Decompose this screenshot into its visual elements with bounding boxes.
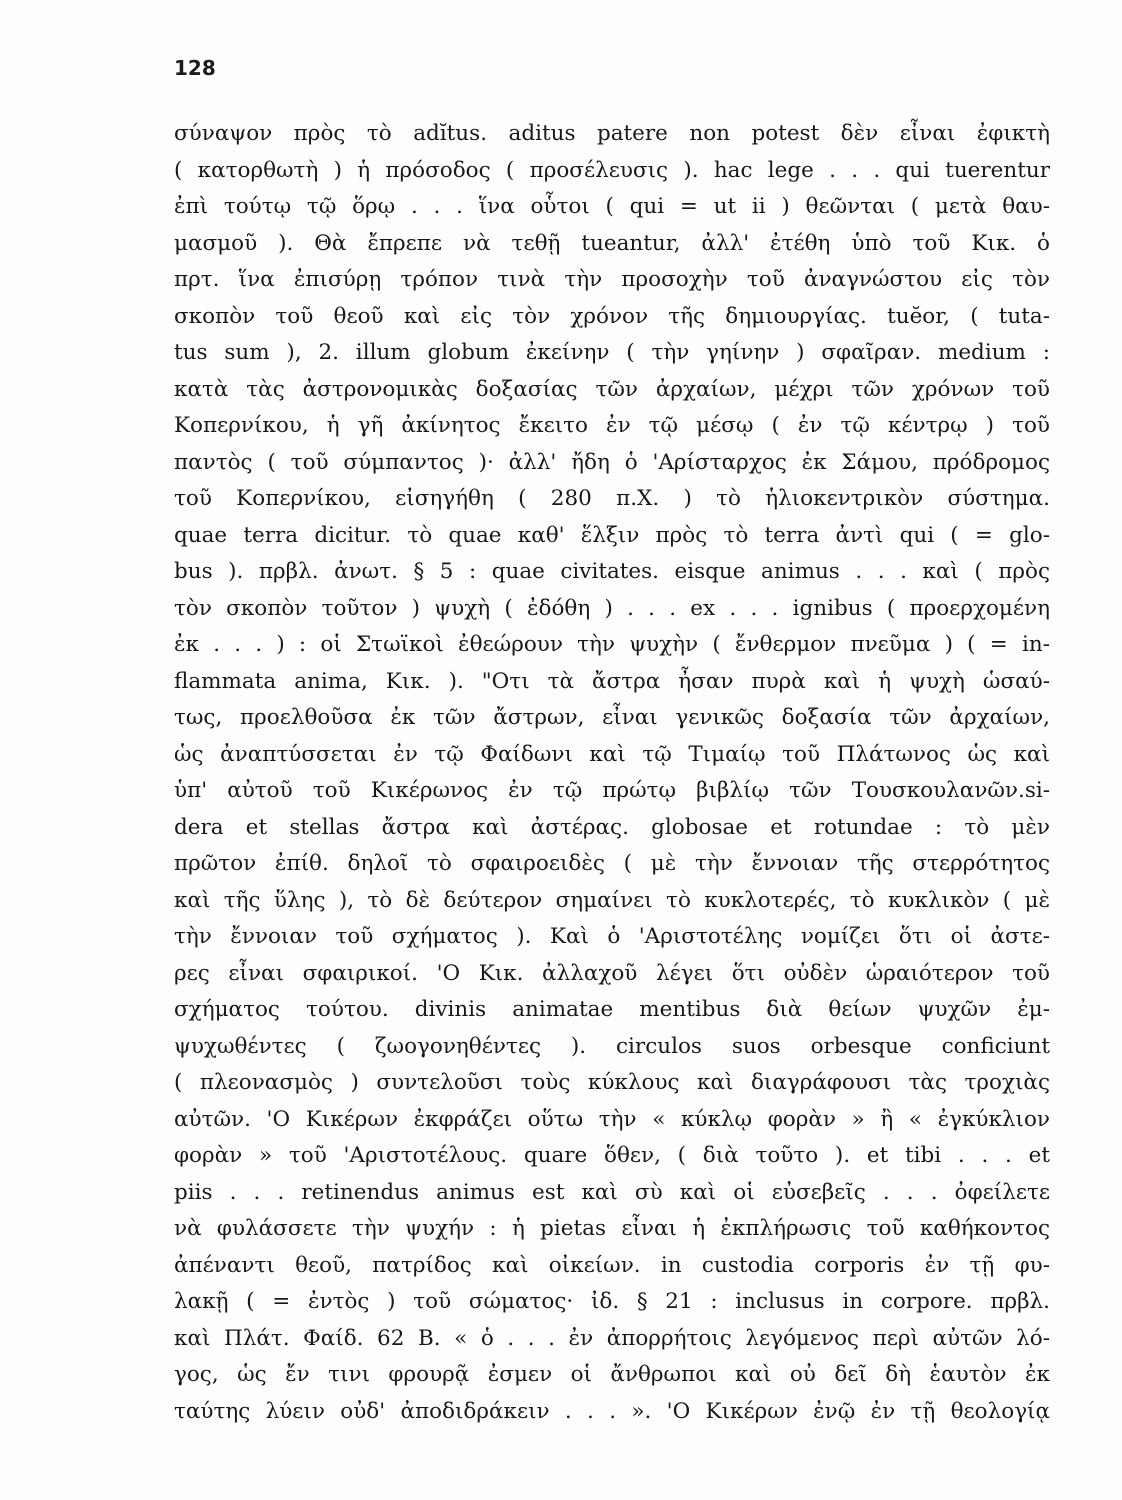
text-line: ψυχωθέντες ( ζωογονηθέντες ). circulos suos orbesque conficiunt	[174, 1033, 1050, 1059]
text-line: αὐτῶν. 'Ο Κικέρων ἐκφράζει οὕτω τὴν « κύκλῳ φορὰν » ἢ « ἐγκύκλιον	[174, 1106, 1050, 1132]
text-line: tus sum ), 2. illum globum ἐκείνην ( τὴν γηίνην ) σφαῖραν. medium :	[174, 340, 1050, 365]
text-line: ( πλεονασμὸς ) συντελοῦσι τοὺς κύκλους καὶ διαγράφουσι τὰς τροχιὰς	[174, 1070, 1050, 1095]
text-line: μασμοῦ ). Θὰ ἔπρεπε νὰ τεθῇ tueantur, ἀλλ' ἐτέθη ὑπὸ τοῦ Κικ. ὁ	[174, 230, 1050, 256]
text-line: flammata anima, Κικ. ). "Οτι τὰ ἄστρα ἦσαν πυρὰ καὶ ἡ ψυχὴ ὡσαύ-	[174, 668, 1050, 694]
text-line: piis . . . retinendus animus est καὶ σὺ καὶ οἱ εὐσεβεῖς . . . ὀφείλετε	[174, 1179, 1050, 1205]
text-line: ὑπ' αὐτοῦ τοῦ Κικέρωνος ἐν τῷ πρώτῳ βιβλίῳ τῶν Τουσκουλανῶν.si-	[174, 778, 1050, 803]
text-line: πρτ. ἵνα ἐπισύρῃ τρόπον τινὰ τὴν προσοχὴν τοῦ ἀναγνώστου εἰς τὸν	[174, 267, 1050, 292]
text-line: τὸν σκοπὸν τοῦτον ) ψυχὴ ( ἐδόθη ) . . . ex . . . ignibus ( προερχομένη	[174, 595, 1050, 621]
text-line: ταύτης λύειν οὐδ' ἀποδιδράκειν . . . ». 'Ο Κικέρων ἐνῷ ἐν τῇ θεολογίᾳ	[174, 1398, 1050, 1424]
commentary-text	[174, 116, 1050, 1430]
text-line: καὶ Πλάτ. Φαίδ. 62 Β. « ὁ . . . ἐν ἀπορρήτοις λεγόμενος περὶ αὐτῶν λό-	[174, 1325, 1050, 1351]
text-line: σκοπὸν τοῦ θεοῦ καὶ εἰς τὸν χρόνον τῆς δημιουργίας. tuĕor, ( tuta-	[174, 303, 1050, 329]
text-line: ἐκ . . . ) : οἱ Στωϊκοὶ ἐθεώρουν τὴν ψυχὴν ( ἔνθερμον πνεῦμα ) ( = in-	[174, 632, 1050, 657]
text-line: κατὰ τὰς ἀστρονομικὰς δοξασίας τῶν ἀρχαίων, μέχρι τῶν χρόνων τοῦ	[174, 376, 1050, 402]
text-line: καὶ τῆς ὕλης ), τὸ δὲ δεύτερον σημαίνει τὸ κυκλοτερές, τὸ κυκλικὸν ( μὲ	[174, 887, 1050, 913]
text-line: ἐπὶ τούτῳ τῷ ὅρῳ . . . ἵνα οὗτοι ( qui = ut ii ) θεῶνται ( μετὰ θαυ-	[174, 194, 1050, 219]
text-line: ( κατορθωτὴ ) ἡ πρόσοδος ( προσέλευσις ). hac lege . . . qui tuerentur	[174, 157, 1050, 183]
text-line: quae terra dicitur. τὸ quae καθ' ἕλξιν πρὸς τὸ terra ἀντὶ qui ( = glo-	[174, 522, 1050, 548]
text-line: ὡς ἀναπτύσσεται ἐν τῷ Φαίδωνι καὶ τῷ Τιμαίῳ τοῦ Πλάτωνος ὡς καὶ	[174, 741, 1050, 767]
text-line: σύναψον πρὸς τὸ adĭtus. aditus patere non potest δὲν εἶναι ἐφικτὴ	[174, 121, 1050, 146]
text-line: τοῦ Κοπερνίκου, εἰσηγήθη ( 280 π.Χ. ) τὸ ἡλιοκεντρικὸν σύστημα.	[174, 486, 1050, 511]
text-line: σχήματος τούτου. divinis animatae mentibus διὰ θείων ψυχῶν ἐμ-	[174, 997, 1050, 1022]
text-line: νὰ φυλάσσετε τὴν ψυχήν : ἡ pietas εἶναι ἡ ἐκπλήρωσις τοῦ καθήκοντος	[174, 1216, 1050, 1241]
text-line: ρες εἶναι σφαιρικοί. 'Ο Κικ. ἀλλαχοῦ λέγει ὅτι οὐδὲν ὡραιότερον τοῦ	[174, 960, 1050, 986]
text-line: φορὰν » τοῦ 'Αριστοτέλους. quare ὅθεν, ( διὰ τοῦτο ). et tibi . . . et	[174, 1143, 1050, 1168]
text-line: πρῶτον ἐπίθ. δηλοῖ τὸ σφαιροειδὲς ( μὲ τὴν ἔννοιαν τῆς στερρότητος	[174, 851, 1050, 876]
text-line: λακῇ ( = ἐντὸς ) τοῦ σώματος· ἰδ. § 21 : inclusus in corpore. πρβλ.	[174, 1289, 1050, 1314]
text-line: Κοπερνίκου, ἡ γῆ ἀκίνητος ἔκειτο ἐν τῷ μέσῳ ( ἐν τῷ κέντρῳ ) τοῦ	[174, 413, 1050, 438]
text-line: γος, ὡς ἔν τινι φρουρᾷ ἐσμεν οἱ ἄνθρωποι καὶ οὐ δεῖ δὴ ἑαυτὸν ἐκ	[174, 1362, 1050, 1387]
text-line: παντὸς ( τοῦ σύμπαντος )· ἀλλ' ἤδη ὁ 'Αρίσταρχος ἐκ Σάμου, πρόδρομος	[174, 449, 1050, 475]
page-number: 128	[174, 56, 216, 80]
text-line: τὴν ἔννοιαν τοῦ σχήματος ). Καὶ ὁ 'Αριστοτέλης νομίζει ὅτι οἱ ἀστε-	[174, 924, 1050, 949]
text-line: dera et stellas ἄστρα καὶ ἀστέρας. globosae et rotundae : τὸ μὲν	[174, 814, 1050, 840]
text-line: bus ). πρβλ. ἀνωτ. § 5 : quae civitates. eisque animus . . . καὶ ( πρὸς	[174, 559, 1050, 584]
text-line: τως, προελθοῦσα ἐκ τῶν ἄστρων, εἶναι γενικῶς δοξασία τῶν ἀρχαίων,	[174, 705, 1050, 730]
text-line: ἀπέναντι θεοῦ, πατρίδος καὶ οἰκείων. in custodia corporis ἐν τῇ φυ-	[174, 1252, 1050, 1278]
